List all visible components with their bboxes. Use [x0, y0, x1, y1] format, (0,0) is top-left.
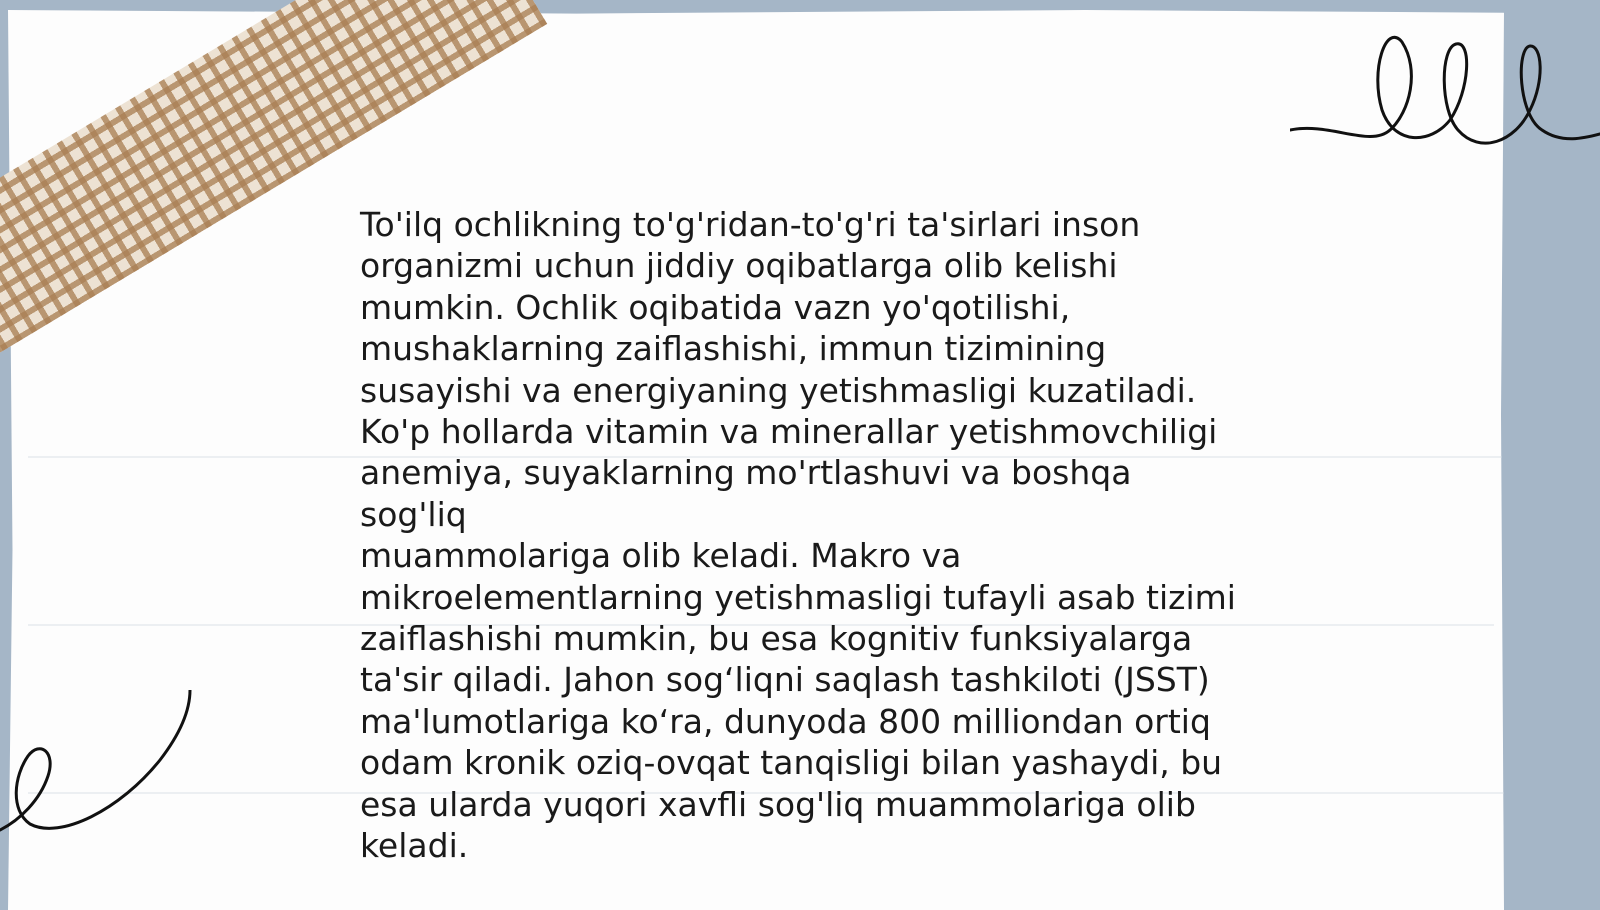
loop-scribble-icon: [1290, 30, 1600, 170]
body-text: To'ilq ochlikning to'g'ridan-to'g'ri ta'sirlari inson organizmi uchun jiddiy oqibatlarga olib kelishi mumkin. Ochlik oqibatida vazn yo'qotilishi, mushaklarning zaiflashishi, immun tizimining susayishi va energiyaning yetishmasligi kuzatiladi. Ko'p hollarda vitamin va minerallar yetishmovchiligi anemiya, suyaklarning mo'rtlashuvi va boshqa sog'liq muammolariga olib keladi. Makro va mikroelementlarning yetishmasligi tufayli asab tizimi zaiflashishi mumkin, bu esa kognitiv funksiyalarga ta'sir qiladi. Jahon sog‘liqni saqlash tashkiloti (JSST) ma'lumotlariga ko‘ra, dunyoda 800 milliondan ortiq odam kronik oziq-ovqat tanqisligi bilan yashaydi, bu esa ularda yuqori xavfli sog'liq muammolariga olib keladi.: [360, 205, 1236, 866]
swirl-scribble-icon: [0, 690, 200, 850]
